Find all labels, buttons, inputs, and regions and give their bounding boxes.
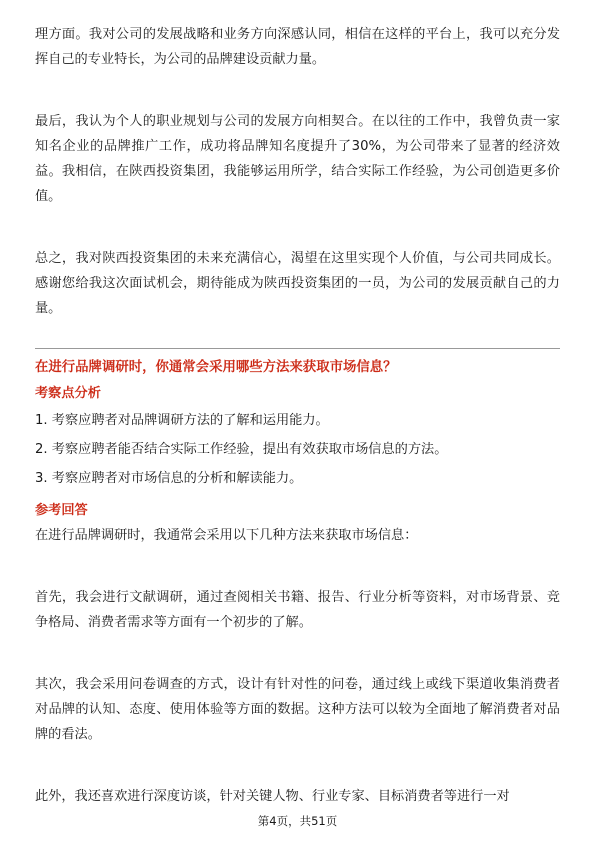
analysis-item-3: 3. 考察应聘者对市场信息的分析和解读能力。 [35, 471, 303, 486]
analysis-item-1: 1. 考察应聘者对品牌调研方法的了解和运用能力。 [35, 413, 329, 428]
section-divider [35, 348, 560, 349]
answer-paragraph-3: 此外，我还喜欢进行深度访谈，针对关键人物、行业专家、目标消费者等进行一对 [35, 789, 510, 804]
analysis-label: 考察点分析 [35, 386, 101, 401]
intro-paragraph-3: 总之，我对陕西投资集团的未来充满信心，渴望在这里实现个人价值，与公司共同成长。感谢您给我这次面试机会，期待能成为陕西投资集团的一员，为公司的发展贡献自己的力量。 [35, 251, 560, 316]
intro-paragraph-1: 理方面。我对公司的发展战略和业务方向深感认同，相信在这样的平台上，我可以充分发挥自己的专业特长，为公司的品牌建设贡献力量。 [35, 27, 560, 67]
intro-paragraph-2: 最后，我认为个人的职业规划与公司的发展方向相契合。在以往的工作中，我曾负责一家知名企业的品牌推广工作，成功将品牌知名度提升了30%，为公司带来了显著的经济效益。我相信，在陕西投资集团，我能够运用所学，结合实际工作经验，为公司创造更多价值。 [35, 114, 560, 204]
intro-section [35, 22, 560, 321]
answer-lead: 在进行品牌调研时，我通常会采用以下几种方法来获取市场信息： [35, 528, 418, 543]
question-section [35, 382, 560, 809]
question-title: 在进行品牌调研时，你通常会采用哪些方法来获取市场信息？ [35, 360, 397, 375]
answer-paragraph-1: 首先，我会进行文献调研，通过查阅相关书籍、报告、行业分析等资料，对市场背景、竞争格局、消费者需求等方面有一个初步的了解。 [35, 590, 560, 630]
answer-paragraph-2: 其次，我会采用问卷调查的方式，设计有针对性的问卷，通过线上或线下渠道收集消费者对品牌的认知、态度、使用体验等方面的数据。这种方法可以较为全面地了解消费者对品牌的看法。 [35, 677, 560, 742]
page-number: 第4页，共51页 [257, 814, 338, 828]
analysis-item-2: 2. 考察应聘者能否结合实际工作经验，提出有效获取市场信息的方法。 [35, 442, 448, 457]
answer-label: 参考回答 [35, 503, 88, 518]
